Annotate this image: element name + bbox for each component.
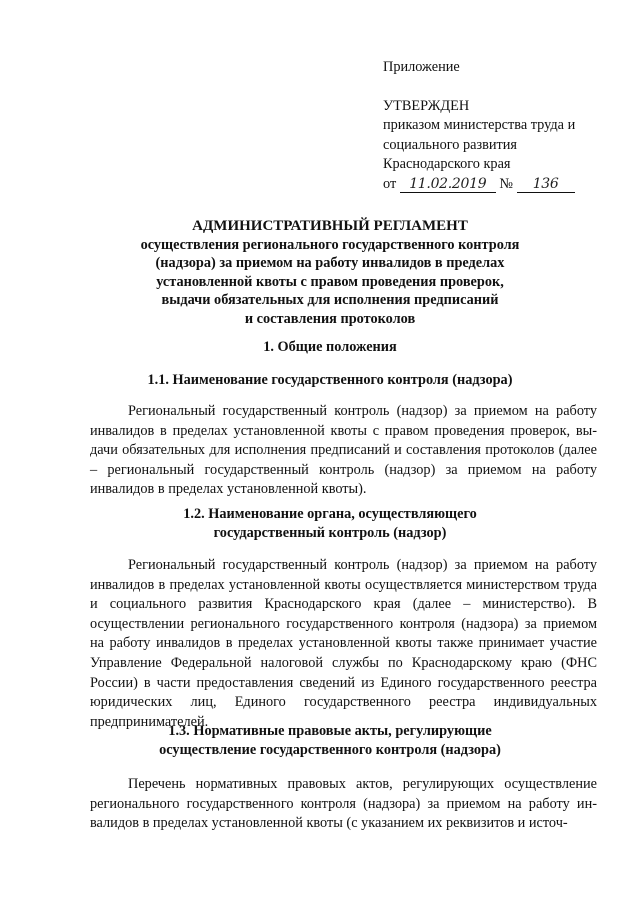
paragraph-1-3: Перечень нормативных правовых актов, регулирующих осуществление регионального государственного контроля (надзора) за приемом на работу инвалидов в пределах установленной квоты (с указанием их реквизитов и источ-	[90, 776, 597, 832]
section-1-2-line-2: государственный контроль (надзор)	[213, 525, 447, 541]
approval-line-2: социального развития	[383, 136, 517, 153]
section-1-3-line-1: 1.3. Нормативные правовые акты, регулирующие	[168, 723, 492, 739]
section-1-2-line-1: 1.2. Наименование органа, осуществляющего	[183, 506, 477, 522]
title-line-1: АДМИНИСТРАТИВНЫЙ РЕГЛАМЕНТ	[192, 218, 468, 234]
handwritten-date: 11.02.2019	[409, 175, 487, 192]
handwritten-number: 136	[532, 175, 559, 192]
section-1-1-heading: 1.1. Наименование государственного контроля (надзора)	[147, 372, 513, 388]
section-1-heading: 1. Общие положения	[263, 339, 397, 355]
title-line-5: выдачи обязательных для исполнения предписаний	[161, 292, 499, 308]
title-line-6: и составления протоколов	[244, 310, 416, 327]
approval-block	[383, 58, 628, 194]
title-line-2: осуществления регионального государственного контроля	[140, 236, 520, 253]
section-1-2-heading	[80, 505, 580, 543]
document-title	[80, 217, 580, 328]
section-1-3-line-2: осуществление государственного контроля (надзора)	[159, 742, 501, 758]
title-line-4: установленной квоты с правом проведения проверок,	[156, 273, 504, 290]
paragraph-1-2: Региональный государственный контроль (надзор) за приемом на работу инвалидов в пределах установленной квоты осуществляется министерством труда и социального развития Краснодарского края (далее – министерство). В осуществлении регионального государственного контроля (надзора) за приемом на работу инвалидов в пределах установленной квоты также принимает участие Управление Федеральной налоговой службы по Краснодарскому краю (ФНС России) в части предоставления сведений из Единого государственного реестра юридических лиц, Единого государственного реестра индивидуальных предпринимателей.	[90, 557, 597, 730]
order-reference	[383, 175, 628, 195]
approval-line-1: приказом министерства труда и	[383, 117, 576, 133]
paragraph-1-1: Региональный государственный контроль (надзор) за приемом на работу инвалидов в пределах установленной квоты с правом проведения проверок, выдачи обязательных для исполнения предписаний и составления протоколов (далее – региональный государственный контроль (надзор) за приемом на работу инвалидов в пределах установленной квоты).	[90, 403, 597, 498]
title-line-3: (надзора) за приемом на работу инвалидов в пределах	[155, 255, 505, 271]
from-label: от	[383, 175, 397, 192]
appendix-label: Приложение	[383, 59, 460, 75]
section-1-3-heading	[80, 722, 580, 760]
approval-line-3: Краснодарского края	[383, 156, 511, 172]
number-label: №	[499, 175, 514, 192]
approved-label: УТВЕРЖДЕН	[383, 97, 470, 114]
